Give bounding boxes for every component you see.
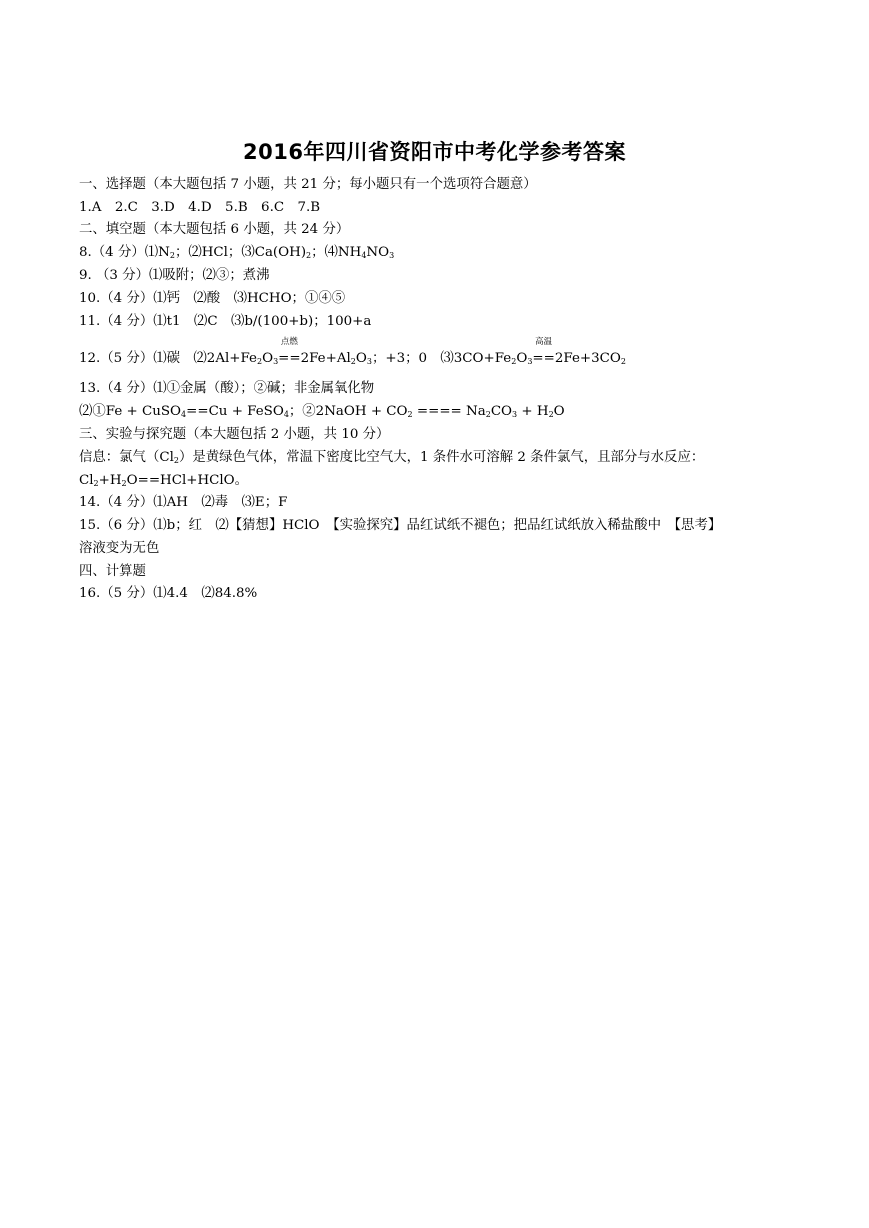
equation-sign-ignite: 点燃 == bbox=[278, 337, 301, 366]
choice-answers: 1.A 2.C 3.D 4.D 5.B 6.C 7.B bbox=[79, 200, 321, 215]
answer-q14: 14.（4 分）⑴AH ⑵毒 ⑶E；F bbox=[79, 495, 288, 510]
section-calc-heading: 四、计算题 bbox=[79, 564, 146, 579]
page-title: 2016年四川省资阳市中考化学参考答案 bbox=[243, 140, 626, 164]
answer-q13: 13.（4 分）⑴①金属（酸）；②碱；非金属氧化物 bbox=[79, 381, 375, 396]
answer-q16: 16.（5 分）⑴4.4 ⑵84.8% bbox=[79, 586, 258, 601]
answer-q13-part2: ⑵①Fe + CuSO$_4$==Cu + FeSO$_4$；②2NaOH + $CO_2$ ==== $Na_2CO_3 + H_2O$ bbox=[79, 404, 565, 419]
equation-sign-high-temp: 高温 == bbox=[532, 337, 555, 366]
answer-q8: 8.（4 分）$⑴N_2$；⑵HCl；$⑶Ca(OH)_2$；$⑷NH_4NO_3$ bbox=[79, 245, 395, 260]
answer-q15: 15.（6 分）⑴b；红 ⑵【猜想】HClO 【实验探究】品红试纸不褪色；把品红试纸放入稀盐酸中 【思考】 bbox=[79, 518, 722, 533]
info-equation: $Cl_2+H_2O==HCl+HClO$。 bbox=[79, 473, 249, 488]
condition-high-temp: 高温 bbox=[535, 337, 553, 347]
answer-q15-cont: 溶液变为无色 bbox=[79, 541, 160, 556]
condition-ignite: 点燃 bbox=[280, 337, 298, 347]
answer-q10: 10.（4 分）⑴钙 ⑵酸 ⑶HCHO；①④⑤ bbox=[79, 291, 346, 306]
answer-q12: 12.（5 分）⑴碳 $⑵2Al+Fe_2O_3$ 点燃 $==2Fe+Al_2O_3$；+3；0 $⑶3CO+Fe_2O_3$ 高温 $==2Fe+3CO_2$ bbox=[79, 337, 626, 366]
section-fill-heading: 二、填空题（本大题包括 6 小题，共 24 分） bbox=[79, 222, 350, 237]
answer-q9: 9. （3 分）⑴吸附；⑵③；煮沸 bbox=[79, 268, 270, 283]
answer-q11: 11.（4 分）⑴t1 ⑵C ⑶b/(100+b)；100+a bbox=[79, 314, 372, 329]
info-line: 信息：氯气$(Cl_2)$是黄绿色气体，常温下密度比空气大，1 条件水可溶解 2 条件氯气，且部分与水反应： bbox=[79, 450, 705, 465]
section-experiment-heading: 三、实验与探究题（本大题包括 2 小题，共 10 分） bbox=[79, 427, 390, 442]
section-choice-heading: 一、选择题（本大题包括 7 小题，共 21 分；每小题只有一个选项符合题意） bbox=[79, 177, 537, 192]
